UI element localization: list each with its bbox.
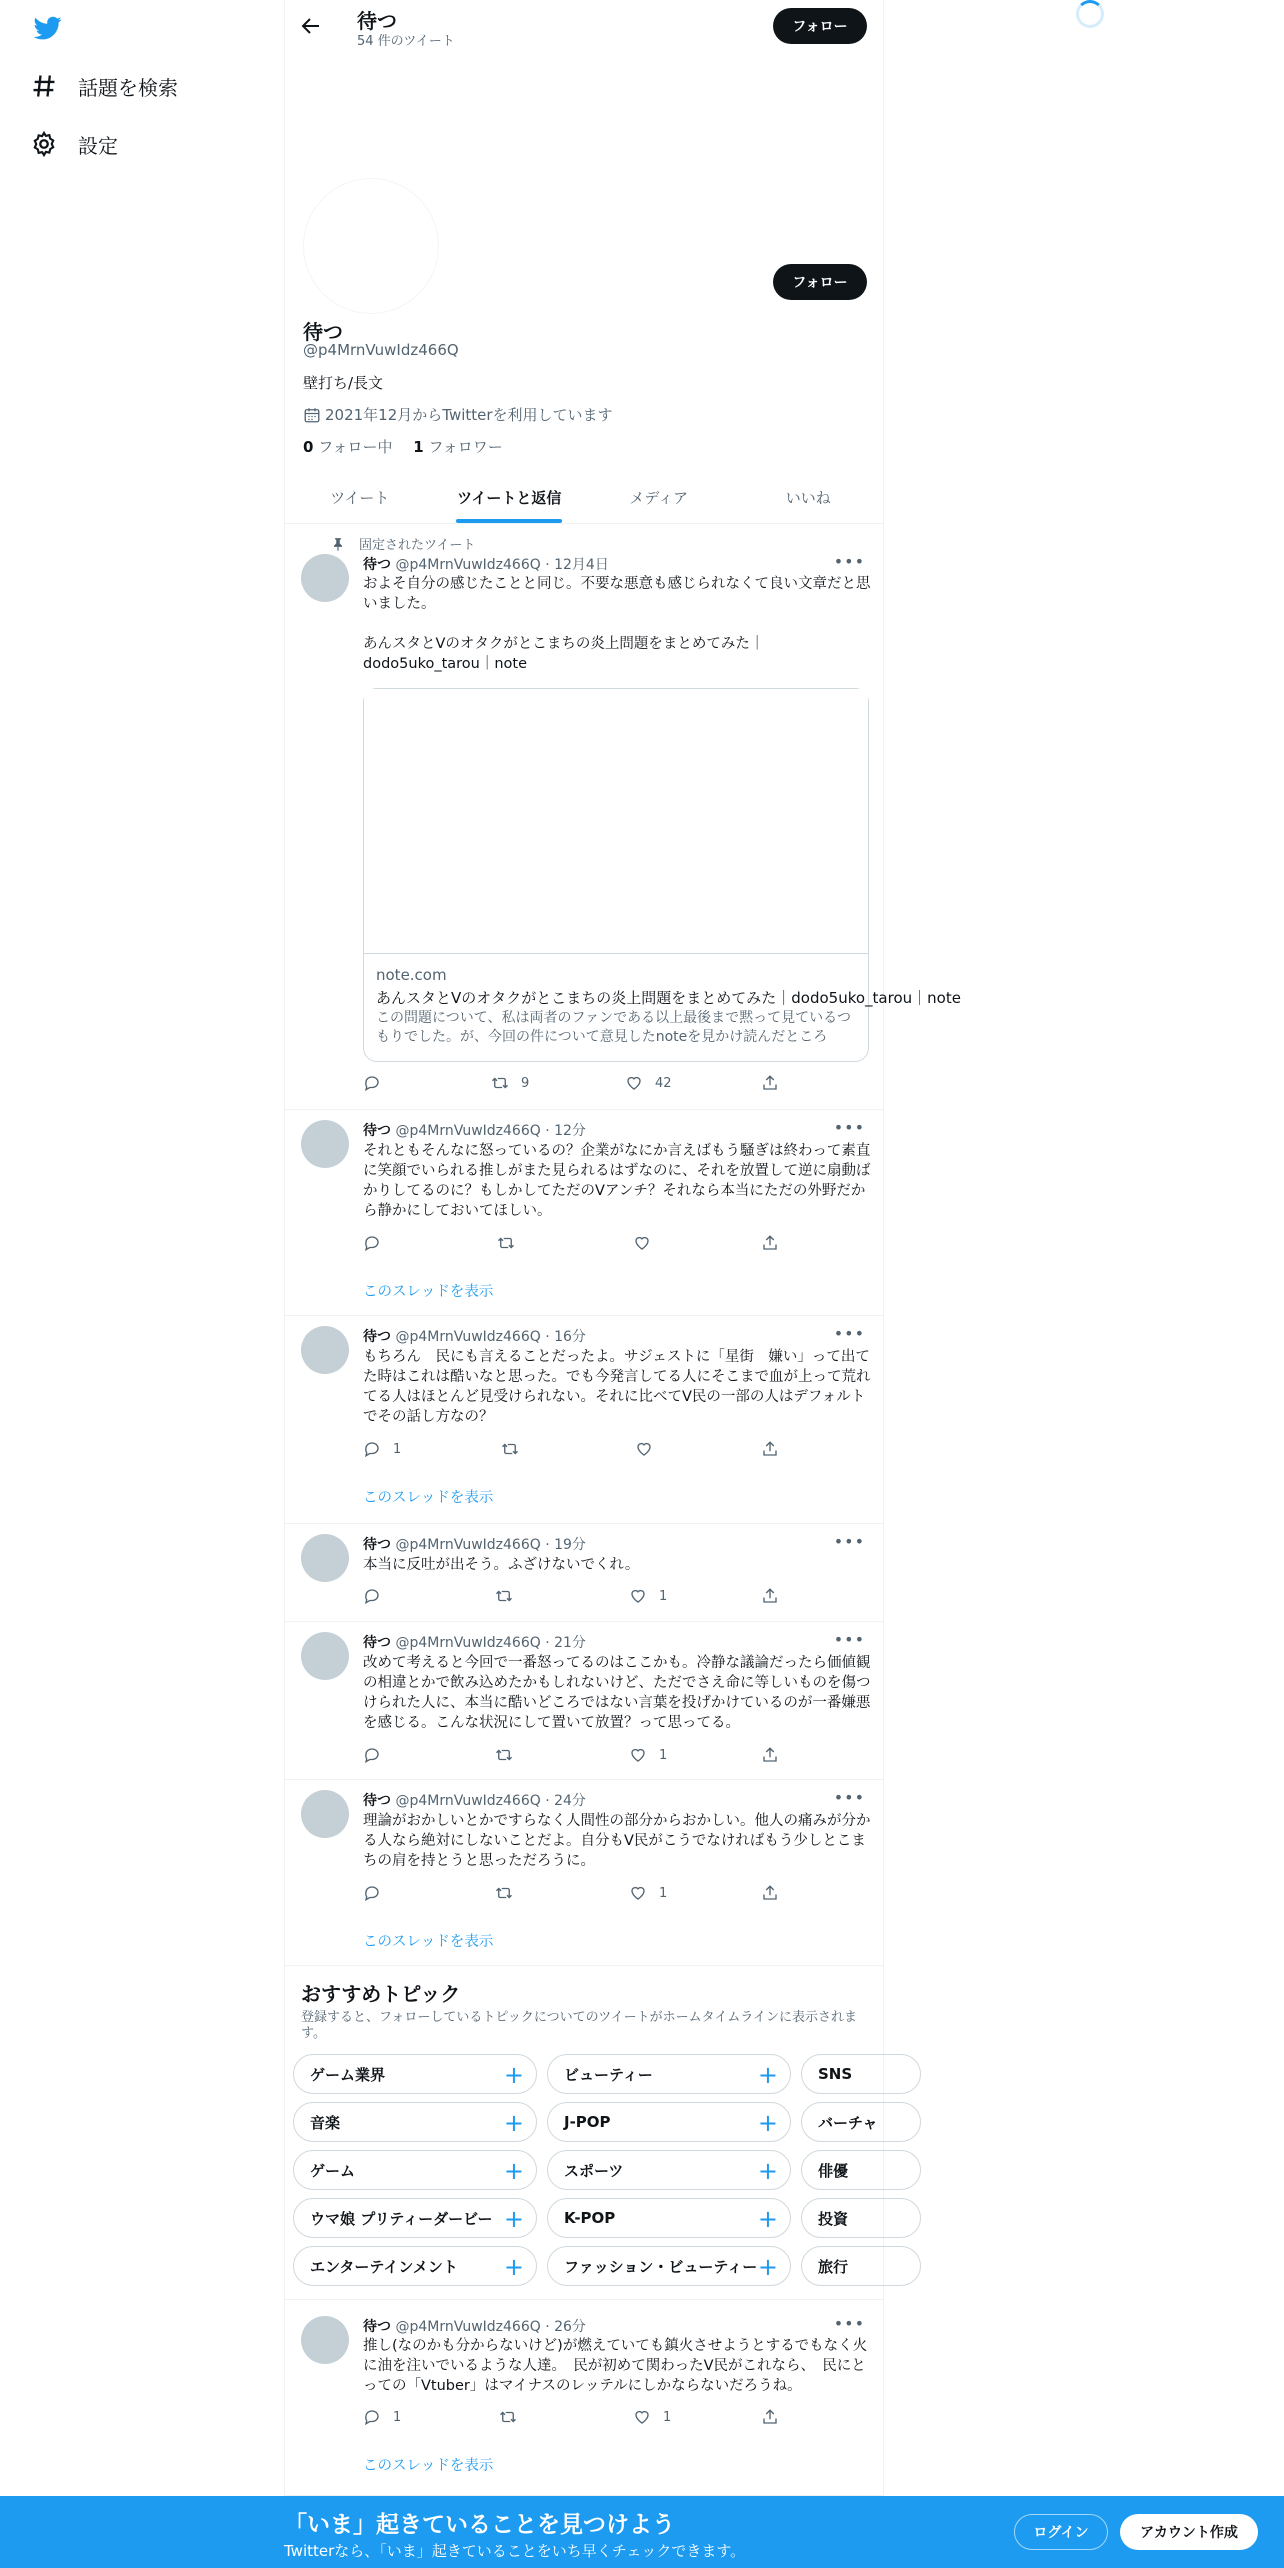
tweet[interactable]	[285, 2300, 883, 2496]
topic-chip[interactable]	[293, 2054, 537, 2094]
topic-chip[interactable]	[293, 2102, 537, 2142]
show-thread-link[interactable]: このスレッドを表示	[363, 1284, 494, 1300]
profile-bio: 壁打ち/長文	[303, 374, 384, 392]
topic-chip-label: K-POP	[564, 2209, 616, 2227]
gear-icon	[30, 130, 58, 158]
retweet-icon	[491, 1074, 509, 1092]
share-button[interactable]	[761, 2408, 791, 2426]
tweet-text: 本当に反吐が出そう。ふざけないでくれ。	[363, 1557, 640, 1573]
reply-count: 1	[393, 1441, 402, 1457]
topic-chip-label: ビューティー	[564, 2065, 653, 2084]
plus-icon[interactable]: +	[503, 2205, 524, 2233]
share-button[interactable]	[761, 1074, 791, 1092]
plus-icon[interactable]: +	[757, 2157, 778, 2185]
login-prompt-bar	[0, 2496, 1284, 2568]
recommended-topics	[285, 1966, 883, 2300]
topic-chip-label: バーチャ	[818, 2113, 878, 2132]
calendar-icon	[303, 406, 321, 424]
reply-icon	[363, 1234, 381, 1252]
tweet-author[interactable]: 待つ	[363, 1635, 391, 1651]
like-button[interactable]	[625, 1074, 672, 1092]
tweet-avatar[interactable]	[301, 1790, 349, 1838]
tweet-avatar[interactable]	[301, 1534, 349, 1582]
share-button[interactable]	[761, 1234, 791, 1252]
following-label: フォロー中	[313, 438, 393, 456]
heart-icon	[625, 1074, 643, 1092]
share-icon	[761, 1884, 779, 1902]
topic-chip[interactable]	[547, 2102, 791, 2142]
tweet-text: 理論がおかしいとかですらなく人間性の部分からおかしい。他人の痛みが分かる人なら絶対にしないことだよ。自分もV民がこうでなければもう少しとこまちの肩を持とうと思っただろうに。	[363, 1813, 871, 1869]
tweet-author[interactable]: 待つ	[363, 1329, 391, 1345]
reply-icon	[363, 1587, 381, 1605]
link-card-title: あんスタとVのオタクがとこまちの炎上問題をまとめてみた｜dodo5uko_tarou｜note	[376, 989, 961, 1007]
tweet[interactable]	[285, 1110, 883, 1316]
topics-title: おすすめトピック	[301, 1982, 461, 2006]
link-card-description: この問題について、私は両者のファンである以上最後まで黙って見ているつもりでした。が、今回の件について意見したnoteを見かけ読んだところ	[376, 1010, 852, 1045]
share-icon	[761, 1587, 779, 1605]
tweet-avatar[interactable]	[301, 2316, 349, 2364]
more-icon[interactable]: •••	[833, 2314, 865, 2333]
tweet-text: それともそんなに怒っているの？企業がなにか言えばもう騒ぎは終わって素直に笑顔でいられる推しがまた見られるはずなのに、それを放置して逆に扇動ばかりしてるのに？もしかしてただのVアンチ？それなら本当にただの外野だから静かにしておいてほしい。	[363, 1143, 871, 1219]
profile-name: 待つ	[303, 320, 343, 344]
topic-chip-label: ウマ娘 プリティーダービー	[310, 2209, 493, 2228]
topic-chip-label: 投資	[818, 2209, 849, 2228]
topic-chip-label: エンターテインメント	[310, 2257, 458, 2276]
tweet-header	[363, 554, 609, 574]
tweet-author[interactable]: 待つ	[363, 1793, 391, 1809]
tweet[interactable]	[285, 1780, 883, 1966]
share-icon	[761, 1746, 779, 1764]
profile-avatar[interactable]	[303, 178, 439, 314]
topic-chip[interactable]	[547, 2054, 791, 2094]
topic-chip[interactable]	[547, 2150, 791, 2190]
hashtag-icon	[30, 72, 58, 100]
heart-icon	[633, 1234, 651, 1252]
tweet-meta: @p4MrnVuwIdz466Q · 21分	[391, 1635, 586, 1651]
topic-chip[interactable]	[547, 2198, 791, 2238]
tweet-header	[363, 1120, 586, 1140]
reply-count: 1	[393, 2409, 402, 2425]
tweet-avatar[interactable]	[301, 1326, 349, 1374]
tweet-actions	[363, 1746, 783, 1768]
topic-chip[interactable]	[293, 2246, 537, 2286]
share-button[interactable]	[761, 1440, 791, 1458]
topic-chip[interactable]	[801, 2150, 921, 2190]
followers-count: 1	[413, 438, 424, 456]
login-prompt-title: 「いま」起きていることを見つけよう	[284, 2512, 675, 2538]
share-button[interactable]	[761, 1746, 791, 1764]
back-arrow-icon[interactable]	[299, 14, 323, 38]
reply-icon	[363, 1440, 381, 1458]
tweet-text: 改めて考えると今回で一番怒ってるのはここかも。冷静な議論だったら価値観の相違とかで飲み込めたかもしれないけど、ただでさえ命に等しいものを傷つけられた人に、本当に酷いどころではない言葉を投げかけているのが一番嫌悪を感じる。こんな状況にして置いて放置？って思ってる。	[363, 1655, 871, 1731]
signup-button[interactable]: アカウント作成	[1120, 2514, 1258, 2550]
reply-button[interactable]	[363, 1587, 393, 1605]
like-count: 1	[659, 1747, 668, 1763]
tweet-avatar[interactable]	[301, 1120, 349, 1168]
topic-chip-label: SNS	[818, 2065, 853, 2083]
retweet-icon	[497, 1234, 515, 1252]
joined-text: 2021年12月からTwitterを利用しています	[325, 406, 613, 424]
heart-icon	[629, 1587, 647, 1605]
retweet-button[interactable]	[497, 1234, 527, 1252]
reply-button[interactable]	[363, 1074, 393, 1092]
retweet-button[interactable]	[495, 1884, 525, 1902]
topic-chip[interactable]	[293, 2198, 537, 2238]
more-icon[interactable]: •••	[833, 1118, 865, 1137]
reply-icon	[363, 1746, 381, 1764]
tweet-meta: @p4MrnVuwIdz466Q · 19分	[391, 1537, 586, 1553]
tweet-actions	[363, 1587, 783, 1609]
tweet[interactable]	[285, 524, 961, 1110]
tweet-actions	[363, 1074, 783, 1096]
like-button[interactable]	[629, 1587, 667, 1605]
reply-icon	[363, 1074, 381, 1092]
followers-link[interactable]	[413, 438, 502, 456]
topic-chip-label: J-POP	[564, 2113, 611, 2131]
topic-chip-label: 俳優	[818, 2161, 849, 2180]
tweet-actions	[363, 2408, 783, 2430]
pinned-label: 固定されたツイート	[359, 538, 476, 553]
topic-chip[interactable]	[801, 2054, 921, 2094]
login-button[interactable]: ログイン	[1014, 2514, 1108, 2550]
tweet-avatar[interactable]	[301, 1632, 349, 1680]
tweet-text: もちろん 民にも言えることだったよ。サジェストに「星街 嫌い」って出てた時はこれは酷いなと思った。でも今発言してる人にそこまで血が上って荒れてる人はほとんど見受けられない。それに比べてV民の一部の人はデフォルトでその話し方なの？	[363, 1349, 871, 1425]
tweet-header	[363, 1534, 586, 1554]
tweet-text: およそ自分の感じたことと同じ。不要な悪意も感じられなくて良い文章だと思いました。 あんスタとVのオタクがとこまちの炎上問題をまとめてみた｜dodo5uko_tarou｜note	[363, 576, 871, 672]
like-button[interactable]	[633, 1234, 663, 1252]
tweet-meta: @p4MrnVuwIdz466Q · 12分	[391, 1123, 586, 1139]
more-icon[interactable]: •••	[833, 552, 865, 571]
plus-icon[interactable]: +	[757, 2253, 778, 2281]
topic-chip-label: ゲーム業界	[310, 2065, 386, 2084]
retweet-icon	[501, 1440, 519, 1458]
plus-icon[interactable]: +	[503, 2157, 524, 2185]
plus-icon[interactable]: +	[757, 2205, 778, 2233]
topic-chip[interactable]	[293, 2150, 537, 2190]
reply-button[interactable]	[363, 1884, 393, 1902]
like-button[interactable]	[635, 1440, 665, 1458]
reply-button[interactable]	[363, 1440, 401, 1458]
plus-icon[interactable]: +	[503, 2253, 524, 2281]
sidebar-item-label: 話題を検索	[78, 75, 178, 100]
tweet-author[interactable]: 待つ	[363, 1537, 391, 1553]
header-name: 待つ	[357, 9, 397, 33]
retweet-count: 9	[521, 1075, 530, 1091]
tab-media[interactable]: メディア	[629, 489, 689, 507]
more-icon[interactable]: •••	[833, 1630, 865, 1649]
topic-chip-label: 旅行	[818, 2257, 849, 2276]
header-follow-button[interactable]: フォロー	[773, 8, 867, 44]
profile-header-bar	[285, 0, 883, 52]
plus-icon[interactable]: +	[757, 2109, 778, 2137]
tweet-header	[363, 2316, 586, 2336]
twitter-logo-icon[interactable]	[32, 14, 64, 42]
show-thread-link[interactable]: このスレッドを表示	[363, 1490, 494, 1506]
more-icon[interactable]: •••	[833, 1324, 865, 1343]
topic-chip-label: 音楽	[310, 2113, 341, 2132]
tweet-author[interactable]: 待つ	[363, 557, 391, 573]
plus-icon[interactable]: +	[503, 2061, 524, 2089]
show-thread-link[interactable]: このスレッドを表示	[363, 2458, 494, 2474]
following-count: 0	[303, 438, 314, 456]
share-icon	[761, 1234, 779, 1252]
followers-label: フォロワー	[423, 438, 503, 456]
following-link[interactable]	[303, 438, 392, 456]
tweet-meta: @p4MrnVuwIdz466Q · 26分	[391, 2319, 586, 2335]
main-column	[284, 0, 961, 2568]
more-icon[interactable]: •••	[833, 1532, 865, 1551]
profile-tabs	[285, 472, 883, 524]
heart-icon	[629, 1884, 647, 1902]
topic-chip-label: ファッション・ビューティー	[564, 2257, 758, 2276]
share-button[interactable]	[761, 1587, 791, 1605]
tweet-text: 推し(なのかも分からないけど)が燃えていても鎮火させようとするでもなく火に油を注いでいるような人達。 民が初めて関わったV民がこれなら、 民にとっての「Vtuber」はマイナスのレッテルにしかならないだろうね。	[363, 2338, 868, 2394]
retweet-button[interactable]	[495, 1746, 525, 1764]
retweet-button[interactable]	[501, 1440, 531, 1458]
topics-subtitle: 登録すると、フォローしているトピックについてのツイートがホームタイムラインに表示されます。	[301, 2010, 858, 2041]
link-card-domain: note.com	[376, 966, 447, 984]
tweet-header	[363, 1790, 586, 1810]
like-count: 1	[663, 2409, 672, 2425]
like-count: 1	[659, 1885, 668, 1901]
reply-button[interactable]	[363, 2408, 401, 2426]
show-thread-link[interactable]: このスレッドを表示	[363, 1934, 494, 1950]
share-icon	[761, 1440, 779, 1458]
retweet-icon	[495, 1746, 513, 1764]
tweet-actions	[363, 1884, 783, 1906]
retweet-button[interactable]	[495, 1587, 525, 1605]
profile-joined	[303, 404, 613, 425]
topic-chip[interactable]	[801, 2198, 921, 2238]
tweet-meta: @p4MrnVuwIdz466Q · 12月4日	[391, 557, 609, 573]
like-button[interactable]	[629, 1746, 667, 1764]
tweet-avatar[interactable]	[301, 554, 349, 602]
tab-tweets-and-replies[interactable]: ツイートと返信	[435, 472, 585, 523]
tweet-header	[363, 1632, 586, 1652]
login-prompt-subtitle: Twitterなら、「いま」起きていることをいち早くチェックできます。	[284, 2542, 746, 2560]
reply-icon	[363, 1884, 381, 1902]
plus-icon[interactable]: +	[757, 2061, 778, 2089]
tab-tweets[interactable]: ツイート	[330, 489, 390, 507]
heart-icon	[629, 1746, 647, 1764]
topic-chip-label: ゲーム	[310, 2161, 356, 2180]
header-tweet-count: 54 件のツイート	[357, 34, 455, 49]
tweet[interactable]	[285, 1316, 883, 1524]
share-icon	[761, 1074, 779, 1092]
share-button[interactable]	[761, 1884, 791, 1902]
retweet-icon	[495, 1587, 513, 1605]
like-count: 1	[659, 1588, 668, 1604]
reply-button[interactable]	[363, 1234, 393, 1252]
retweet-button[interactable]	[491, 1074, 529, 1092]
share-icon	[761, 2408, 779, 2426]
more-icon[interactable]: •••	[833, 1788, 865, 1807]
tweet-actions	[363, 1440, 783, 1462]
tweet[interactable]	[285, 1622, 883, 1780]
plus-icon[interactable]: +	[503, 2109, 524, 2137]
link-card[interactable]	[363, 688, 961, 1062]
tweet-author[interactable]: 待つ	[363, 1123, 391, 1139]
retweet-button[interactable]	[499, 2408, 529, 2426]
tweet-header	[363, 1326, 586, 1346]
profile-handle: @p4MrnVuwIdz466Q	[303, 341, 459, 359]
sidebar-item-label: 設定	[78, 133, 118, 158]
retweet-icon	[495, 1884, 513, 1902]
like-button[interactable]	[629, 1884, 667, 1902]
retweet-icon	[499, 2408, 517, 2426]
loading-spinner-icon	[1076, 0, 1104, 28]
heart-icon	[633, 2408, 651, 2426]
tweet-actions	[363, 1234, 783, 1256]
tweet-meta: @p4MrnVuwIdz466Q · 24分	[391, 1793, 586, 1809]
like-count: 42	[655, 1075, 672, 1091]
topic-chip[interactable]	[801, 2102, 921, 2142]
link-card-image	[364, 689, 868, 954]
topic-chip-label: スポーツ	[564, 2161, 624, 2180]
reply-button[interactable]	[363, 1746, 393, 1764]
like-button[interactable]	[633, 2408, 671, 2426]
profile-follow-button[interactable]: フォロー	[773, 264, 867, 300]
tab-likes[interactable]: いいね	[785, 489, 831, 507]
tweet-meta: @p4MrnVuwIdz466Q · 16分	[391, 1329, 586, 1345]
heart-icon	[635, 1440, 653, 1458]
profile-stats	[303, 436, 503, 457]
tweet[interactable]	[285, 1524, 883, 1622]
tweet-author[interactable]: 待つ	[363, 2319, 391, 2335]
topic-chip[interactable]	[801, 2246, 921, 2286]
topic-chip[interactable]	[547, 2246, 791, 2286]
sidebar-item-explore[interactable]	[30, 64, 178, 108]
reply-icon	[363, 2408, 381, 2426]
sidebar-item-settings[interactable]	[30, 122, 118, 166]
